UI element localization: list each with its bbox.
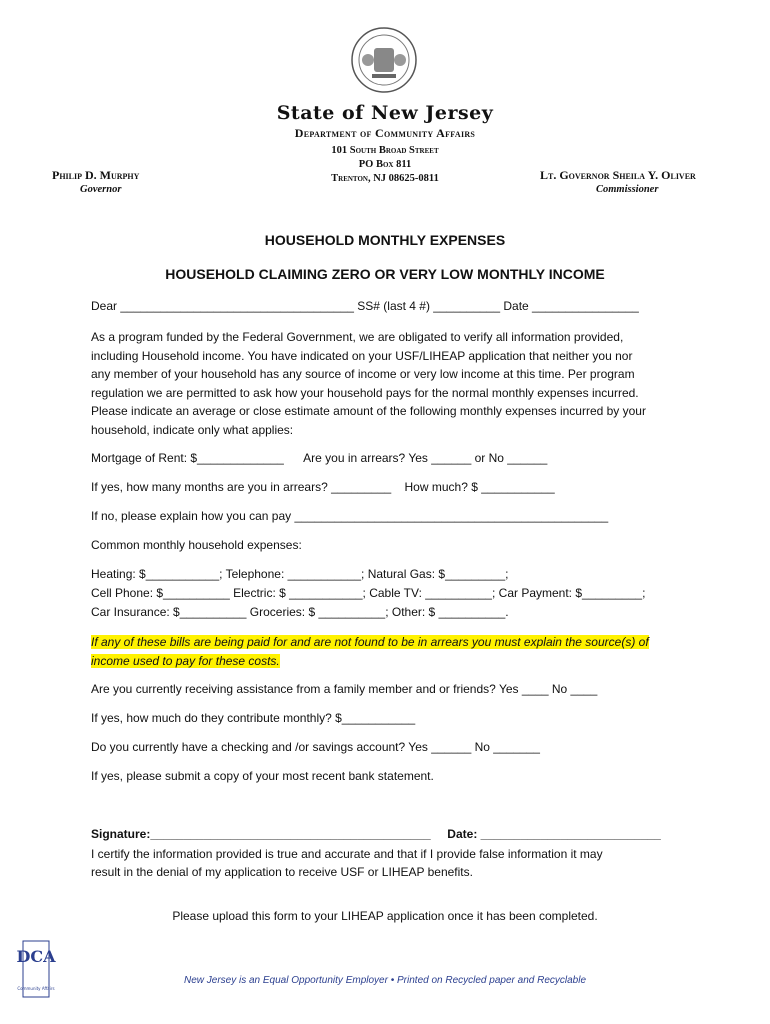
assistance-line[interactable]: Are you currently receiving assistance from a family member and or friends? Yes ____ No ____: [91, 682, 598, 696]
account-line[interactable]: Do you currently have a checking and /or savings account? Yes ______ No _______: [91, 740, 540, 754]
state-seal-icon: [350, 26, 418, 94]
arrears-months-line[interactable]: If yes, how many months are you in arrears? _________ How much? $ ___________: [91, 480, 555, 494]
form-subtitle: HOUSEHOLD CLAIMING ZERO OR VERY LOW MONTHLY INCOME: [165, 266, 605, 282]
upload-note: Please upload this form to your LIHEAP application once it has been completed.: [172, 909, 598, 923]
dca-logo-text: DCA: [16, 947, 56, 966]
commissioner-title: Commissioner: [596, 184, 659, 195]
expenses-line[interactable]: Car Insurance: $__________ Groceries: $ __________; Other: $ __________.: [91, 605, 509, 619]
dear-line[interactable]: Dear ___________________________________ SS# (last 4 #) __________ Date ________________: [91, 299, 639, 313]
paragraph-line: Please indicate an average or close estimate amount of the following monthly expenses incurred by your: [91, 404, 646, 418]
commissioner-name: Lt. Governor Sheila Y. Oliver: [540, 168, 696, 182]
dca-logo-icon: [16, 940, 56, 998]
certify-line: result in the denial of my application to receive USF or LIHEAP benefits.: [91, 865, 473, 879]
form-title: HOUSEHOLD MONTHLY EXPENSES: [264, 232, 506, 248]
highlight-line: income used to pay for these costs.: [91, 653, 280, 668]
governor-title: Governor: [80, 184, 122, 195]
mortgage-line[interactable]: Mortgage of Rent: $_____________ Are you in arrears? Yes ______ or No ______: [91, 451, 548, 465]
intro-paragraph: [91, 328, 691, 439]
contribute-line[interactable]: If yes, how much do they contribute monthly? $___________: [91, 711, 416, 725]
highlight-notice: [91, 633, 691, 670]
department-name: Department of Community Affairs: [294, 126, 476, 140]
paragraph-line: As a program funded by the Federal Government, we are obligated to verify all information provided,: [91, 330, 624, 344]
paragraph-line: regulation we are permitted to ask how your household pays for the normal monthly expenses incurred.: [91, 385, 639, 400]
highlight-line: If any of these bills are being paid for and are not found to be in arrears you must explain the source(s) of: [91, 635, 649, 649]
signature-line[interactable]: Signature:__________________________________________ Date: ___________________________: [91, 827, 661, 841]
address-street: 101 South Broad Street: [331, 145, 439, 156]
footer-text: New Jersey is an Equal Opportunity Employer • Printed on Recycled paper and Recyclable: [183, 975, 587, 986]
paragraph-line: any member of your household has any source of income or very low income at this time. Per program: [91, 367, 635, 381]
governor-name: Philip D. Murphy: [52, 168, 140, 182]
common-expenses-label: Common monthly household expenses:: [91, 538, 302, 552]
explain-line[interactable]: If no, please explain how you can pay _______________________________________________: [91, 509, 609, 523]
paragraph-line: household, indicate only what applies:: [91, 422, 294, 437]
expenses-line[interactable]: Cell Phone: $__________ Electric: $ ___________; Cable TV: __________; Car Payment: $_________;: [91, 586, 646, 600]
bank-statement-line: If yes, please submit a copy of your most recent bank statement.: [91, 769, 434, 783]
expenses-line[interactable]: Heating: $___________; Telephone: ___________; Natural Gas: $_________;: [91, 567, 509, 581]
address-city: Trenton, NJ 08625-0811: [331, 173, 439, 184]
address-pobox: PO Box 811: [358, 159, 412, 170]
certify-line: I certify the information provided is true and accurate and that if I provide false information it may: [91, 847, 603, 861]
state-title: State of New Jersey: [276, 102, 494, 124]
dca-logo-caption: Community Affairs: [17, 986, 55, 991]
paragraph-line: including Household income. You have indicated on your USF/LIHEAP application that neither you nor: [91, 348, 633, 363]
